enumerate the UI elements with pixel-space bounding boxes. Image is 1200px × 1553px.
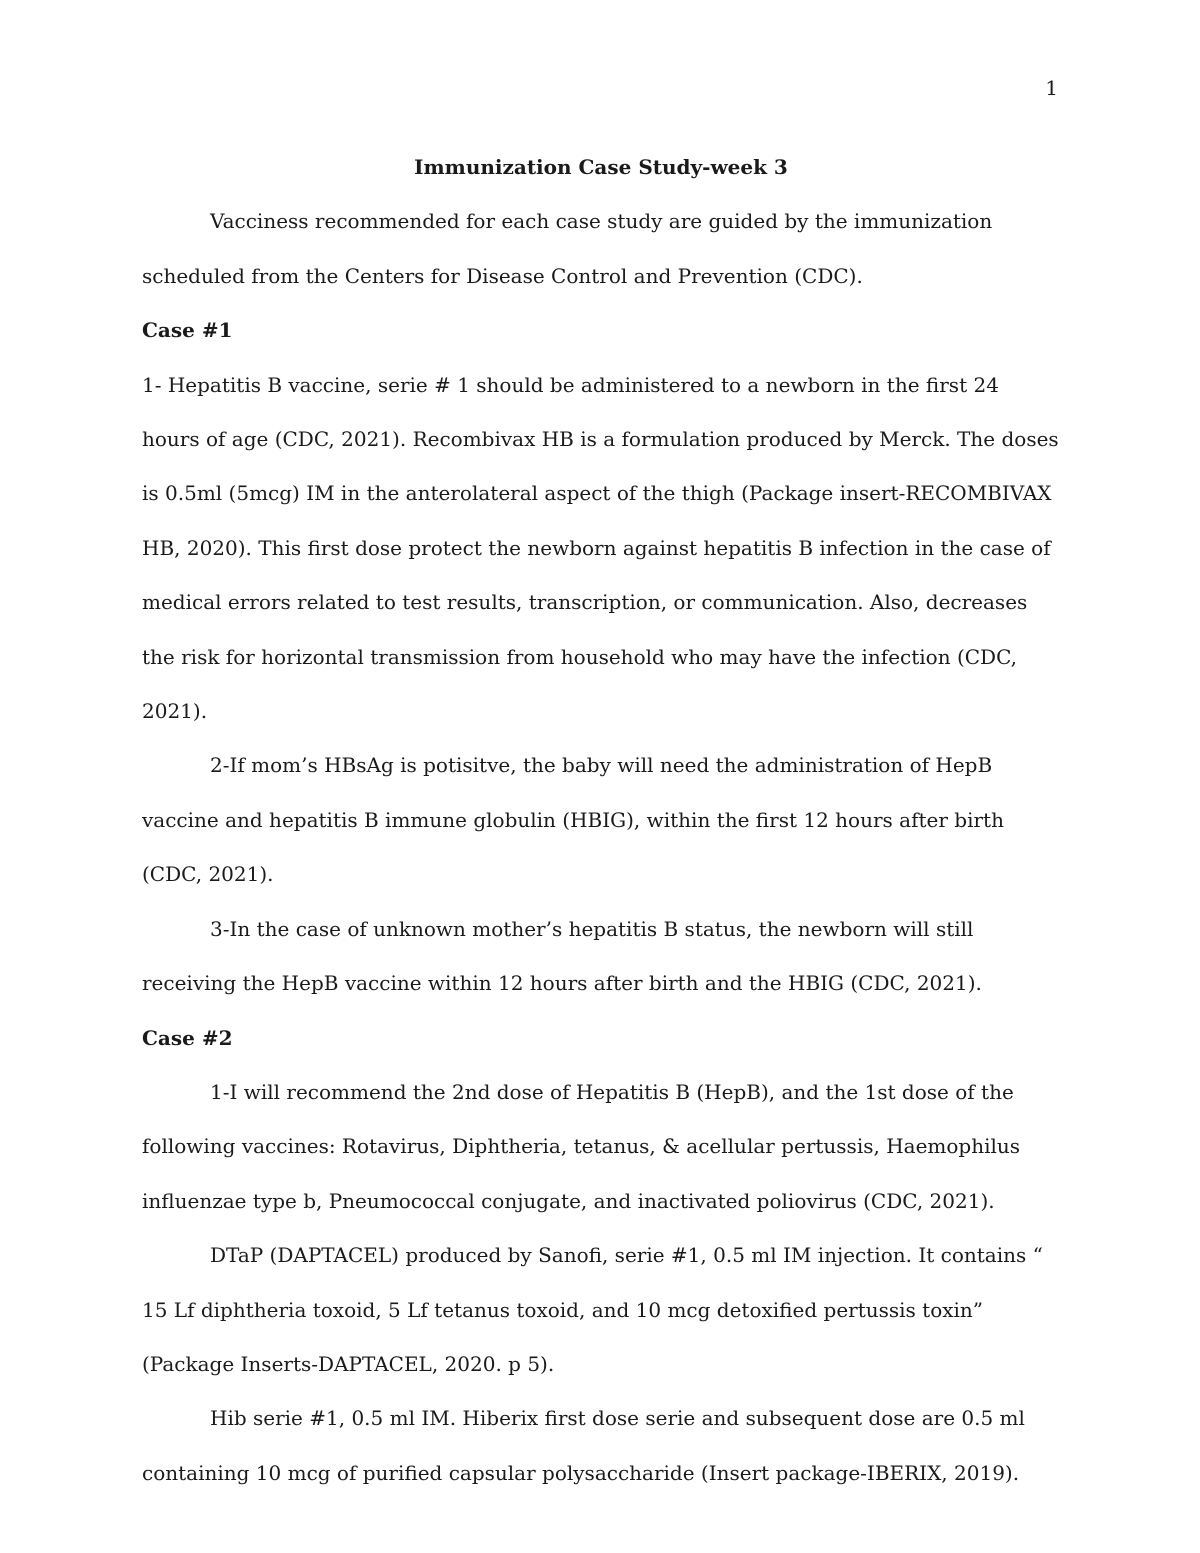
document-body <box>142 140 1060 1500</box>
document-title: Immunization Case Study-week 3 <box>414 155 788 179</box>
case-1-paragraph-2: 2-If mom’s HBsAg is potisitve, the baby will need the administration of HepB vaccine and hepatitis B immune globulin (HBIG), within the first 12 hours after birth (CDC, 2021). <box>142 753 1004 887</box>
page-number: 1 <box>1045 76 1058 100</box>
case-2-paragraph-2: DTaP (DAPTACEL) produced by Sanofi, serie #1, 0.5 ml IM injection. It contains “ 15 Lf diphtheria toxoid, 5 Lf tetanus toxoid, and 10 mcg detoxified pertussis toxin” (Package Inserts-DAPTACEL, 2020. p 5). <box>142 1243 1043 1376</box>
case-2-paragraph-3: Hib serie #1, 0.5 ml IM. Hiberix first dose serie and subsequent dose are 0.5 ml containing 10 mcg of purified capsular polysaccharide (Insert package-IBERIX, 2019). <box>142 1406 1025 1485</box>
case-1-paragraph-1: 1- Hepatitis B vaccine, serie # 1 should be administered to a newborn in the first 24 hours of age (CDC, 2021). Recombivax HB is a formulation produced by Merck. The doses is 0.5ml (5mcg) IM in the anterolateral aspect of the thigh (Package insert-RECOMBIVAX HB, 2020). This first dose protect the newborn against hepatitis B infection in the case of medical errors related to test results, transcription, or communication. Also, decreases the risk for horizontal transmission from household who may have the infection (CDC, 2021). <box>142 372 1059 724</box>
case-2-heading: Case #2 <box>142 1025 233 1050</box>
case-1-heading: Case #1 <box>142 318 233 343</box>
case-1-paragraph-3: 3-In the case of unknown mother’s hepatitis B status, the newborn will still receiving the HepB vaccine within 12 hours after birth and the HBIG (CDC, 2021). <box>142 916 982 996</box>
case-2-paragraph-1: 1-I will recommend the 2nd dose of Hepatitis B (HepB), and the 1st dose of the following vaccines: Rotavirus, Diphtheria, tetanus, & acellular pertussis, Haemophilus influenzae type b, Pneumococcal conjugate, and inactivated poliovirus (CDC, 2021). <box>142 1079 1021 1213</box>
intro-paragraph: Vacciness recommended for each case study are guided by the immunization scheduled from the Centers for Disease Control and Prevention (CDC). <box>142 209 993 288</box>
